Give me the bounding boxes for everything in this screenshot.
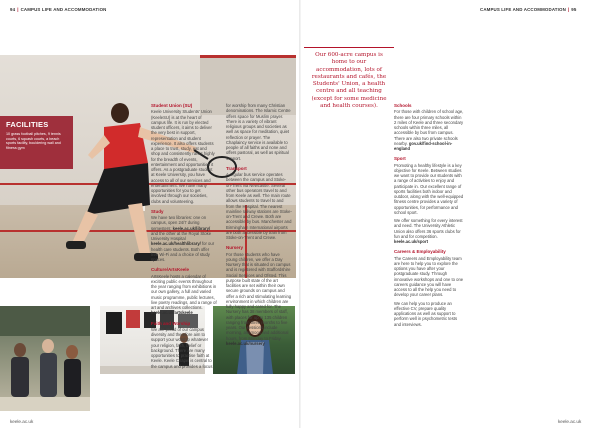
sport-heading: Sport (394, 156, 406, 162)
study-body-3: for our health care students. Both offer free Wi-Fi and a choice of study spaces. (151, 241, 215, 262)
study-body: We have two libraries: one on campus, open 24/7 during semesters: (151, 215, 207, 231)
facilities-body: 10 grass football pitches, 9 tennis courts, 6 squash courts, a beach sports facility, bouldering wall and fitness gym (6, 132, 61, 150)
right-page-number: 95 (571, 7, 577, 12)
left-running-header: 94 | CAMPUS LIFE AND ACCOMMODATION (10, 7, 107, 12)
study-heading: Study (151, 208, 164, 214)
facilities-callout (0, 116, 73, 169)
nursery-body: For those students who have young children, we offer a Day Nursery that is situated on campus and is registered with Staffordshire Social Services and Ofsted. This purpose built state of the art facilities are set within their own secure grounds on campus and offer a rich and stimulating learning environment in which children are fully happy and cared for. The Nursery has 38 members of staff, with places for up to 135 children ranging from three months to five years. Our sessions include morning, afternoon and additional hours, from Monday to Friday. (226, 251, 292, 341)
sport-body: Promoting a healthy lifestyle is a key objective for Keele. Between studies we want to provide our students with a range of activities to enjoy and participate in. Our excellent range of sports facilities both indoor and outdoor, along with the well-equipped fitness centre provides a variety of opportunities, for performance and school sport. (394, 162, 464, 215)
culture-body: ArtsKeele hosts a calendar of exciting public events throughout the year ranging from exhibitions in our own gallery, a full and varied music programme, public lectures, live poetry readings, and a range of art and archives collections. (151, 273, 217, 310)
right-running-header: CAMPUS LIFE AND ACCOMMODATION | 95 (480, 7, 577, 12)
left-footer-url[interactable]: keele.ac.uk (10, 419, 34, 424)
study-body-2: and the other at the Royal Stoke University Hospital (151, 230, 212, 241)
facilities-title: FACILITIES (6, 120, 49, 129)
nursery-link[interactable]: keele.ac.uk/nursery (226, 340, 265, 346)
gallery-students-photo (0, 306, 90, 411)
right-section-title: CAMPUS LIFE AND ACCOMMODATION (480, 7, 566, 12)
faith-heading: Faith and Worship (151, 320, 191, 326)
transport-heading: Transport (226, 165, 247, 171)
sport-body-2: We offer something for every interest and need. The University Athletic Union also offers 36 sports clubs for fun and for competition. (394, 218, 463, 239)
column-1 (151, 103, 217, 374)
artskeele-link[interactable]: keele.ac.uk/artskeele (151, 310, 193, 316)
page-gutter (299, 0, 301, 428)
faith-body: We are proud of our campus diversity and therefore aim to support your worship whatever your religion, faith, belief or background. There are many opportunities to practise faith at Keele. Keele Chapel is central to the campus and provides a focus (151, 326, 213, 369)
sport-link[interactable]: keele.ac.uk/sport (394, 239, 428, 244)
left-section-title: CAMPUS LIFE AND ACCOMMODATION (20, 7, 107, 12)
left-page-number: 94 (10, 7, 16, 12)
student-union-body: Keele University Students' Union (KeeleSU) is at the heart of campus life. It is run by elected student officers, it aims to deliver the very best in support, representation and student experience. It also offers students a place to trust, study, eat and shop and consistently ranks highly for the breadth of events, entertainment and opportunities it offers. As a postgraduate student at Keele University, you have access to all of our services and entertainment. We have many opportunities for you to get involved through our societies, clubs and volunteering. (151, 109, 215, 204)
column-3 (394, 103, 464, 332)
pull-quote: Our 600-acre campus is home to our accommodation, lots of restaurants and cafés, the Students' Union, a health centre and all teaching (except for some medicine and health courses). (311, 52, 387, 110)
library-link[interactable]: keele.ac.uk/library/ (172, 225, 211, 231)
careers-heading: Careers & Employability (394, 249, 446, 255)
quote-top-rule (304, 47, 394, 48)
schools-body: For those with children of school age, there are four primary schools within 2 miles of Keele and three secondary schools within three miles, all accessible by bus from campus. There are also two private schools nearby. (394, 109, 464, 146)
schools-link[interactable]: gov.uk/find-school-in-england (394, 140, 453, 151)
faith-body-continued: for worship from many Christian denominations. The Islamic Centre offers space for Muslim prayer. There is a variety of vibrant religious groups and societies as well as space for meditation, quiet reflection or prayer. The Chaplaincy service is available to people of all faiths and none and offers pastoral, as well as spiritual support. (226, 103, 291, 161)
schools-heading: Schools (394, 103, 412, 108)
careers-body: The Careers and Employability team are here to help you to explore the options you have after your postgraduate study. Through innovative workshops and one to one careers guidance you will have access to all the help you need to develop your career plans. (394, 255, 464, 298)
health-library-link[interactable]: keele.ac.uk/healthlibrary/ (151, 241, 201, 247)
transport-body: A regular bus service operates between the campus and Stoke-on-Trent via Newcastle. Several other bus operators travel to and from Keele as well. The main route allows students to travel to and from the Hospital. The nearest mainline railway stations are Stoke-on-Trent and Crewe. Both are accessible by bus. Manchester and Birmingham International airports are both accessible by train from Stoke-on-Trent and Crewe. (226, 172, 292, 240)
right-footer-url[interactable]: keele.ac.uk (558, 419, 582, 424)
column-2 (226, 103, 292, 351)
culture-heading: Culture/ArtsKeele (151, 267, 190, 273)
student-union-heading: Student Union (SU) (151, 103, 193, 108)
nursery-heading: Nursery (226, 245, 244, 251)
careers-body-2: We can help you to produce an effective CV, prepare quality applications as well as support to perform well in psychometric tests and interviews. (394, 300, 458, 327)
